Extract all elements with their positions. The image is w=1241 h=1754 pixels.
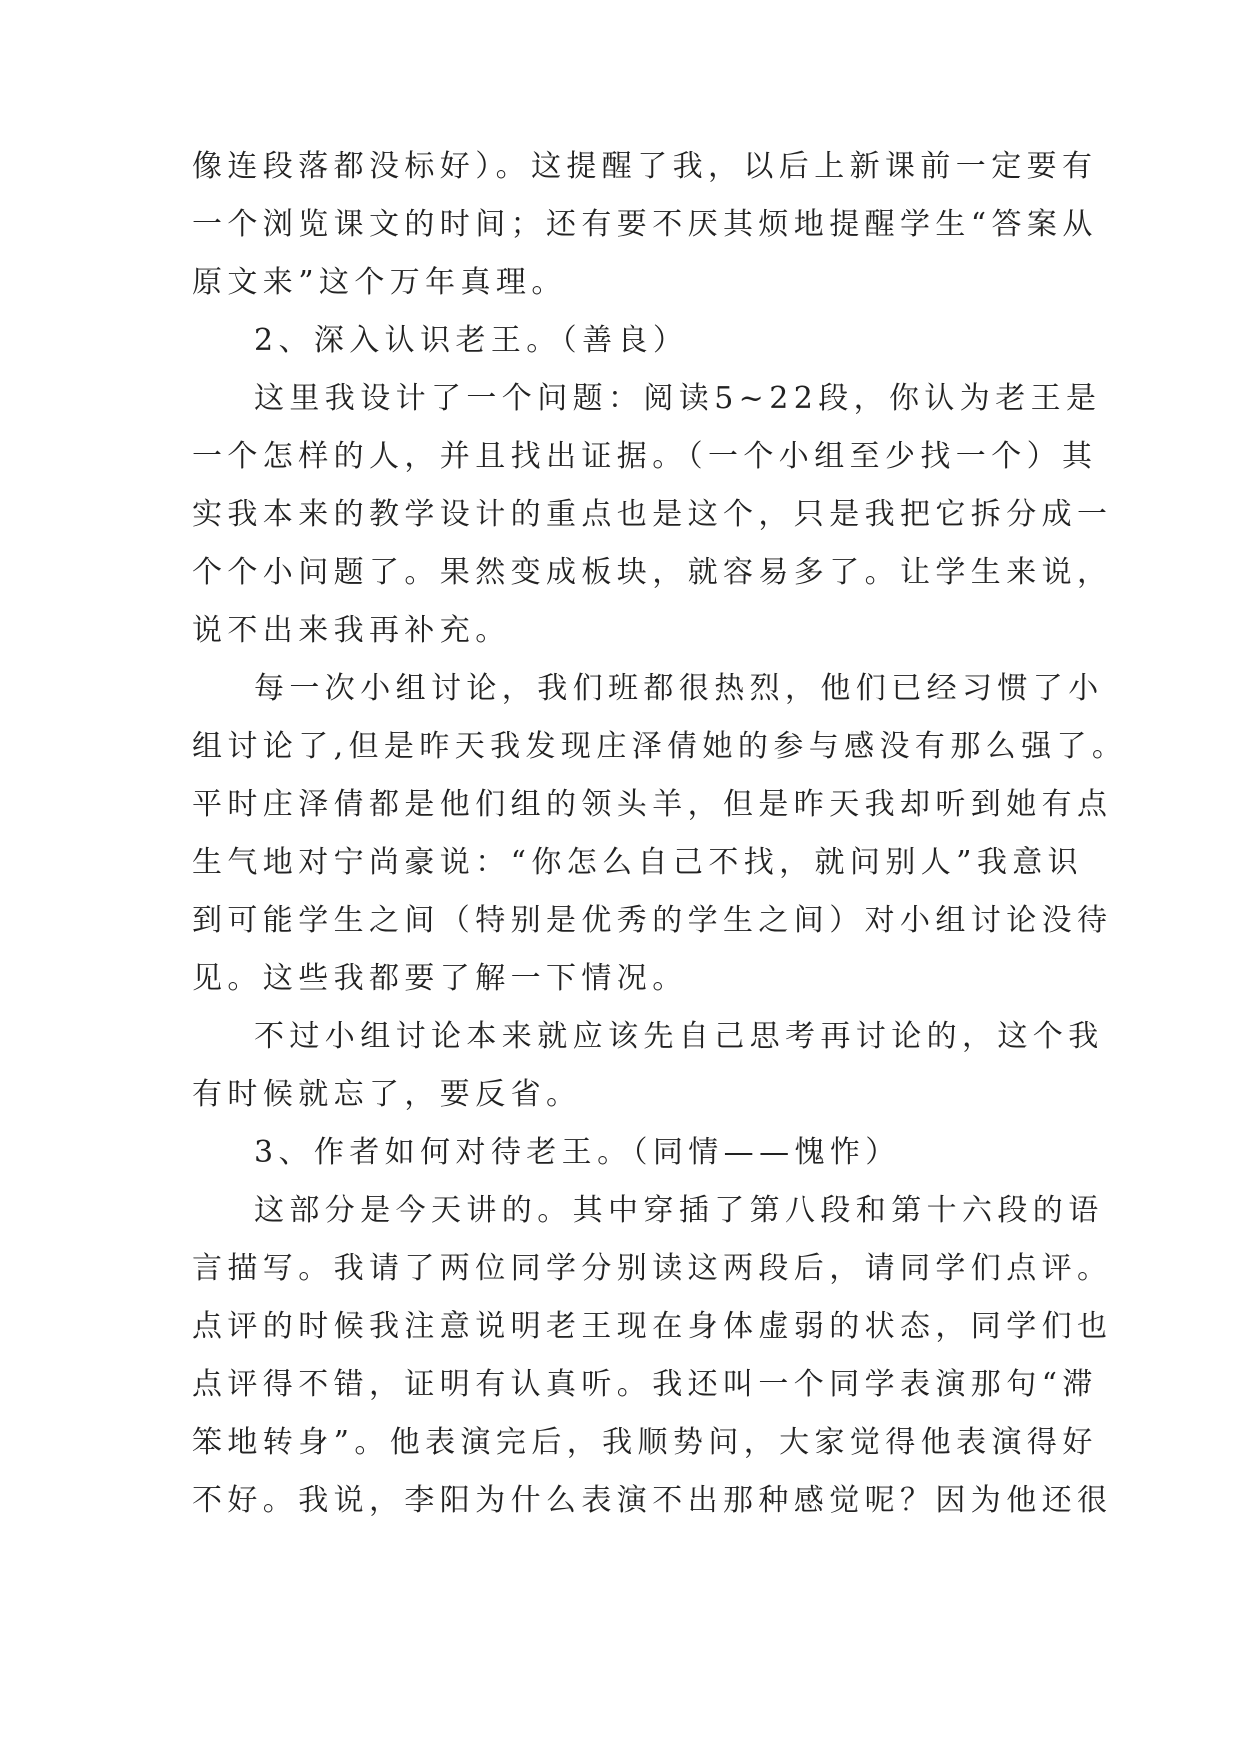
text-line: 这里我设计了一个问题：阅读5~22段，你认为老王是 <box>254 381 1102 416</box>
text-line: 笨地转身”。他表演完后，我顺势问，大家觉得他表演得好 <box>192 1425 1098 1460</box>
text-line: 点评的时候我注意说明老王现在身体虚弱的状态，同学们也 <box>192 1309 1113 1344</box>
text-line: 言描写。我请了两位同学分别读这两段后，请同学们点评。 <box>192 1251 1113 1286</box>
text-line: 到可能学生之间（特别是优秀的学生之间）对小组讨论没待 <box>192 903 1113 938</box>
text-line: 个个小问题了。果然变成板块，就容易多了。让学生来说， <box>192 555 1113 590</box>
text-line: 一个怎样的人，并且找出证据。（一个小组至少找一个）其 <box>192 439 1098 474</box>
text-line: 点评得不错，证明有认真听。我还叫一个同学表演那句“滞 <box>192 1367 1098 1402</box>
text-line: 见。这些我都要了解一下情况。 <box>192 961 688 996</box>
text-line: 不好。我说，李阳为什么表演不出那种感觉呢？因为他还很 <box>192 1483 1113 1518</box>
text-line: 组讨论了,但是昨天我发现庄泽倩她的参与感没有那么强了。 <box>192 729 1128 764</box>
text-line: 平时庄泽倩都是他们组的领头羊，但是昨天我却听到她有点 <box>192 787 1113 822</box>
text-line: 有时候就忘了，要反省。 <box>192 1077 582 1112</box>
text-line: 一个浏览课文的时间；还有要不厌其烦地提醒学生“答案从 <box>192 207 1098 242</box>
section-heading: 2、深入认识老王。（善良） <box>254 323 689 358</box>
text-line: 原文来”这个万年真理。 <box>192 265 567 300</box>
text-line: 生气地对宁尚豪说：“你怎么自己不找，就问别人”我意识 <box>192 845 1084 880</box>
section-heading: 3、作者如何对待老王。（同情——愧怍） <box>254 1135 901 1170</box>
text-line: 像连段落都没标好）。这提醒了我，以后上新课前一定要有 <box>192 149 1098 184</box>
text-line: 说不出来我再补充。 <box>192 613 511 648</box>
text-line: 每一次小组讨论，我们班都很热烈，他们已经习惯了小 <box>254 671 1104 706</box>
text-line: 这部分是今天讲的。其中穿插了第八段和第十六段的语 <box>254 1193 1104 1228</box>
text-line: 不过小组讨论本来就应该先自己思考再讨论的，这个我 <box>254 1019 1104 1054</box>
text-line: 实我本来的教学设计的重点也是这个，只是我把它拆分成一 <box>192 497 1113 532</box>
